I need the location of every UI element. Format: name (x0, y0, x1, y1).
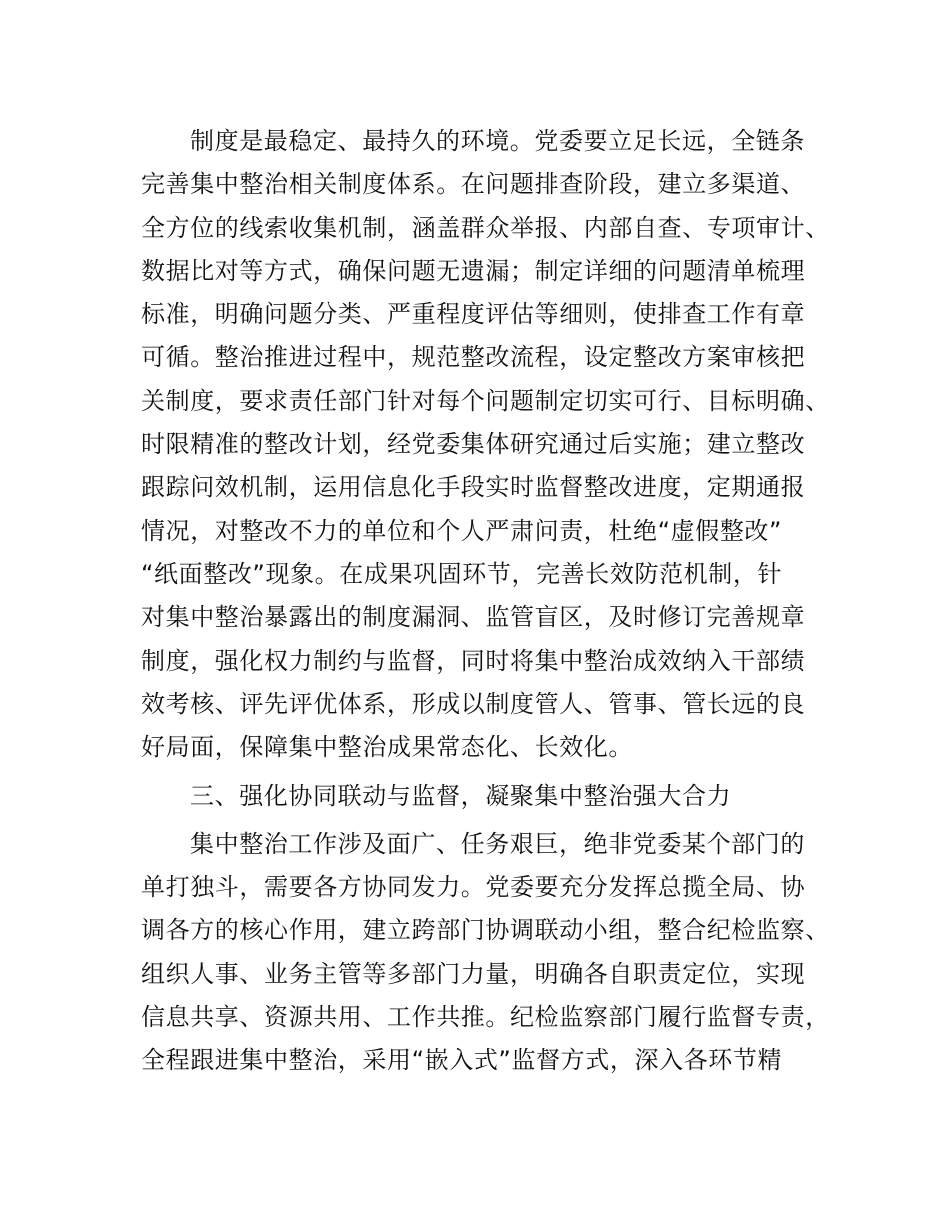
text-line: 关制度，要求责任部门针对每个问题制定切实可行、目标明确、 (141, 386, 830, 415)
text-line: 单打独斗，需要各方协同发力。党委要充分发挥总揽全局、协 (141, 873, 806, 902)
text-line: 调各方的核心作用，建立跨部门协调联动小组，整合纪检监察、 (141, 916, 830, 945)
text-line: 信息共享、资源共用、工作共推。纪检监察部门履行监督专责， (141, 1002, 830, 1031)
text-line: 制度，强化权力制约与监督，同时将集中整治成效纳入干部绩 (141, 646, 806, 675)
section-heading-text: 三、强化协同联动与监督，凝聚集中整治强大合力 (190, 782, 732, 811)
section-heading (141, 775, 831, 818)
paragraph-coordination (141, 823, 831, 1083)
text-line: 完善集中整治相关制度体系。在问题排查阶段，建立多渠道、 (141, 170, 806, 199)
text-line: 可循。整治推进过程中，规范整改流程，设定整改方案审核把 (141, 343, 806, 372)
text-line: “纸面整改”现象。在成果巩固环节，完善长效防范机制，针 (141, 559, 783, 588)
text-line: 全程跟进集中整治，采用“嵌入式”监督方式，深入各环节精 (141, 1046, 783, 1075)
text-line: 跟踪问效机制，运用信息化手段实时监督整改进度，定期通报 (141, 473, 806, 502)
text-line: 全方位的线索收集机制，涵盖群众举报、内部自查、专项审计、 (141, 213, 830, 242)
text-line: 对集中整治暴露出的制度漏洞、监管盲区，及时修订完善规章 (141, 603, 806, 632)
text-line: 效考核、评先评优体系，形成以制度管人、管事、管长远的良 (141, 689, 806, 718)
text-line: 制度是最稳定、最持久的环境。党委要立足长远，全链条 (190, 127, 805, 155)
text-line: 好局面，保障集中整治成果常态化、长效化。 (141, 733, 633, 762)
document-body (141, 120, 831, 1083)
text-line: 时限精准的整改计划，经党委集体研究通过后实施；建立整改 (141, 430, 806, 459)
text-line: 标准，明确问题分类、严重程度评估等细则，使排查工作有章 (141, 300, 806, 329)
paragraph-institution (141, 120, 831, 769)
text-line: 集中整治工作涉及面广、任务艰巨，绝非党委某个部门的 (190, 829, 805, 858)
text-line: 组织人事、业务主管等多部门力量，明确各自职责定位，实现 (141, 959, 806, 988)
text-line: 情况，对整改不力的单位和个人严肃问责，杜绝“虚假整改” (141, 516, 783, 545)
text-line: 数据比对等方式，确保问题无遗漏；制定详细的问题清单梳理 (141, 256, 806, 285)
